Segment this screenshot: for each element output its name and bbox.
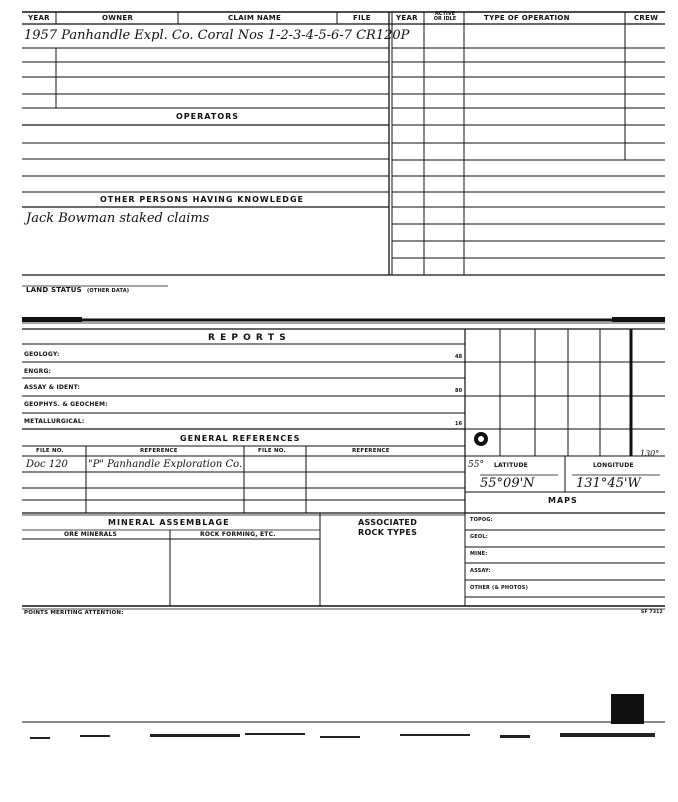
report-label-assay: ASSAY & IDENT: xyxy=(24,384,81,391)
header-year: YEAR xyxy=(28,14,50,22)
header-claim-name: CLAIM NAME xyxy=(228,14,282,22)
header-crew: CREW xyxy=(634,14,659,22)
lon-degree: 130° xyxy=(640,449,660,458)
longitude-label: LONGITUDE xyxy=(593,462,634,469)
mineral-assemblage-title: MINERAL ASSEMBLAGE xyxy=(108,518,230,527)
report-label-geophys: GEOPHYS. & GEOCHEM: xyxy=(24,401,108,408)
latitude-value: 55°09'N xyxy=(480,476,535,491)
header-type-of-operation: TYPE OF OPERATION xyxy=(484,14,570,22)
header-active: ACTIVE xyxy=(434,11,456,17)
gr-col-reference: REFERENCE xyxy=(140,448,178,454)
latitude-label: LATITUDE xyxy=(494,462,528,469)
land-status xyxy=(26,277,129,296)
maps-other: OTHER (& PHOTOS) xyxy=(470,585,529,591)
reports-title: R E P O R T S xyxy=(208,333,287,343)
gr-col-file-no-2: FILE NO. xyxy=(258,448,286,454)
maps-mine: MINE: xyxy=(470,551,488,557)
lat-degree: 55° xyxy=(468,460,484,470)
other-persons-entry: Jack Bowman staked claims xyxy=(26,211,210,226)
report-num-metallurgical: 16 xyxy=(455,421,463,427)
associated-label: ASSOCIATED xyxy=(358,518,418,527)
gr-col-reference-2: REFERENCE xyxy=(352,448,390,454)
ore-minerals-label: ORE MINERALS xyxy=(64,531,118,538)
maps-geol: GEOL: xyxy=(470,534,488,540)
report-num-geology: 48 xyxy=(455,354,463,360)
gr-col-file-no: FILE NO. xyxy=(36,448,64,454)
operators-label: OPERATORS xyxy=(176,112,240,121)
maps-topog: TOPOG: xyxy=(470,517,493,523)
form-number: SF 7312 xyxy=(641,610,663,615)
header-active-or-idle xyxy=(426,12,464,22)
maps-assay: ASSAY: xyxy=(470,568,491,574)
report-num-assay: 80 xyxy=(455,388,463,394)
header-owner: OWNER xyxy=(102,14,134,22)
owner-claim-entry: 1957 Panhandle Expl. Co. Coral Nos 1-2-3-4-5-6-7 CR120P xyxy=(24,28,410,43)
header-year-right: YEAR xyxy=(396,14,418,22)
land-status-sub: (OTHER DATA) xyxy=(86,288,130,294)
header-file: FILE xyxy=(353,14,371,22)
gr-entry-reference: "P" Panhandle Exploration Co. xyxy=(88,459,243,470)
rock-forming-label: ROCK FORMING, ETC. xyxy=(200,531,276,538)
land-status-label: LAND STATUS xyxy=(26,286,82,294)
other-persons-label: OTHER PERSONS HAVING KNOWLEDGE xyxy=(100,195,304,204)
report-label-engrg: ENGRG: xyxy=(24,368,52,375)
report-label-geology: GEOLOGY: xyxy=(24,351,60,358)
rock-types-label: ROCK TYPES xyxy=(358,528,418,537)
general-references-title: GENERAL REFERENCES xyxy=(180,434,301,443)
location-dot-icon xyxy=(474,432,488,446)
points-meriting-label: POINTS MERITING ATTENTION: xyxy=(24,610,124,616)
report-label-metallurgical: METALLURGICAL: xyxy=(24,418,85,425)
gr-entry-file-no: Doc 120 xyxy=(26,459,68,470)
maps-title: MAPS xyxy=(548,496,578,505)
longitude-value: 131°45'W xyxy=(576,476,641,491)
header-or-idle: OR IDLE xyxy=(433,16,457,22)
